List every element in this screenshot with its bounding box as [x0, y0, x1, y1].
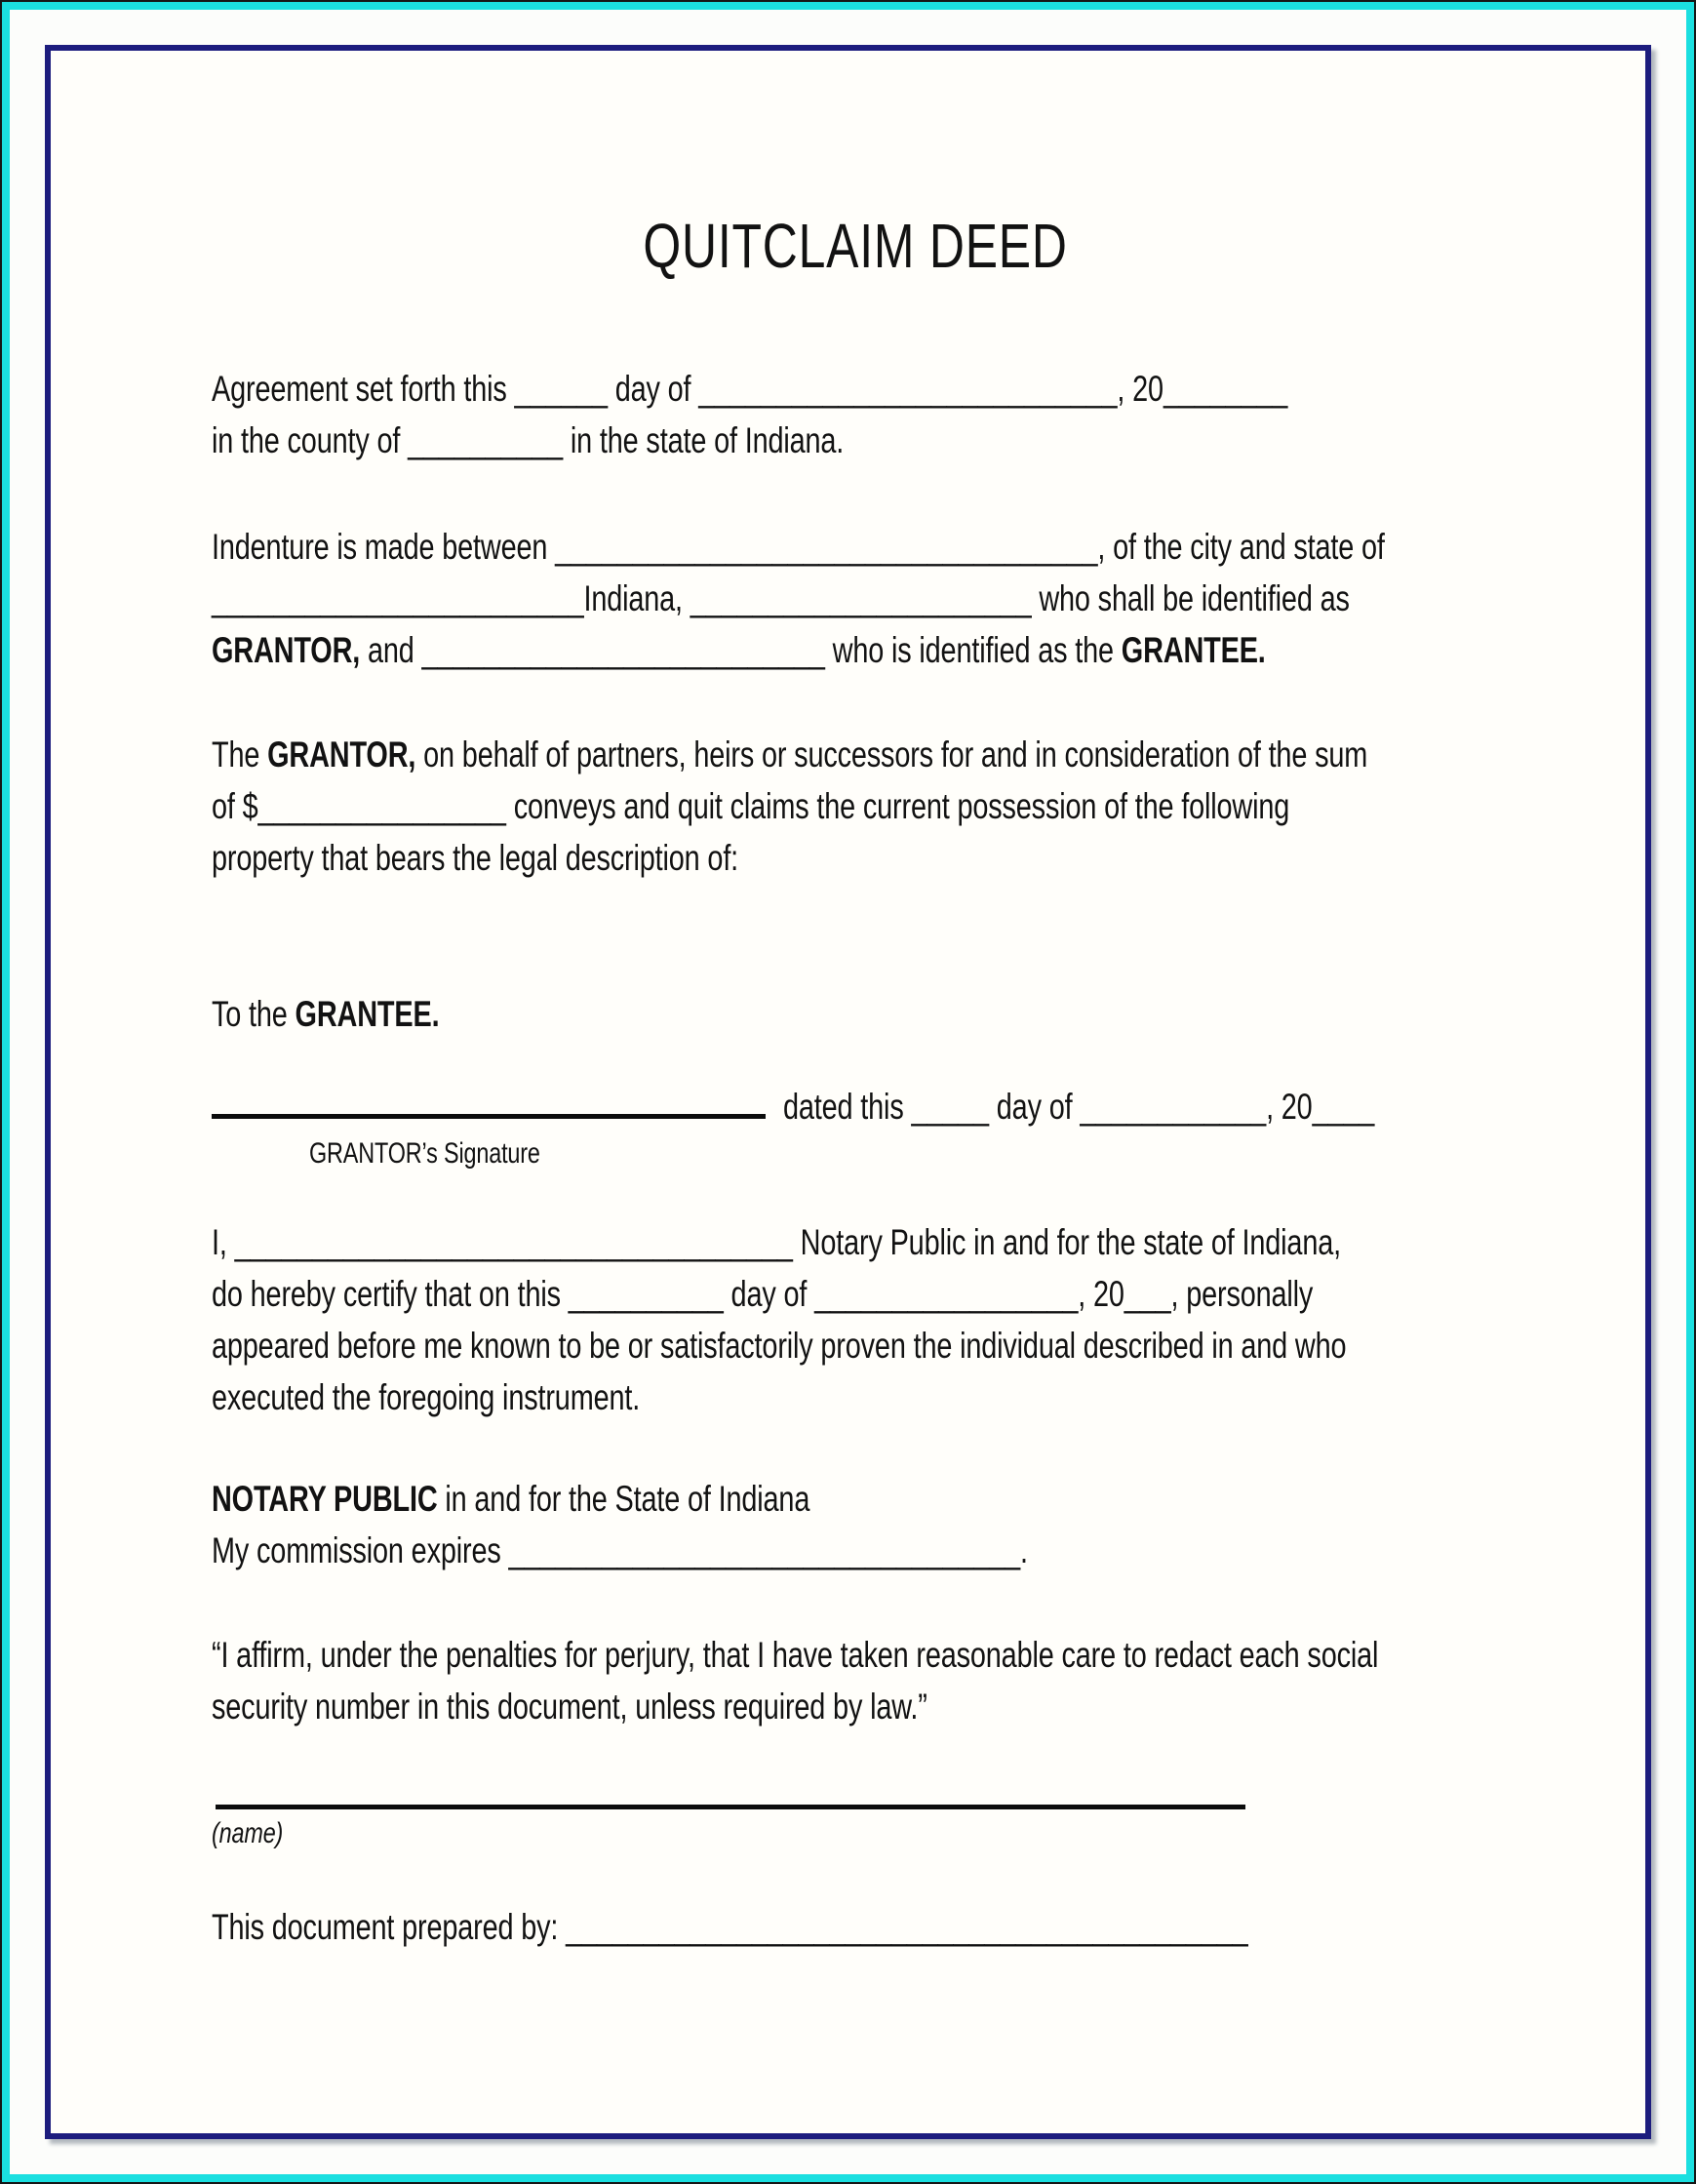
paragraph-notary-public — [212, 1473, 1499, 1576]
form-line-commission-expires: My commission expires _________________________________. — [212, 1530, 1028, 1570]
paragraph-grantee — [212, 988, 1499, 1040]
document-title: QUITCLAIM DEED — [643, 211, 1068, 281]
signature-caption: GRANTOR’s Signature — [309, 1137, 540, 1170]
title-row — [212, 207, 1499, 285]
form-line-indenture-2: ________________________Indiana, ______________________ who shall be identified as — [212, 578, 1350, 618]
form-line-affirmation-1: “I affirm, under the penalties for perjury, that I have taken reasonable care to redact each social — [212, 1635, 1379, 1675]
paragraph-indenture — [212, 521, 1499, 676]
form-line-to-grantee: To the GRANTEE. — [212, 994, 440, 1034]
name-line — [216, 1805, 1245, 1809]
form-line-consideration-3: property that bears the legal description of: — [212, 838, 739, 878]
form-line-consideration-2: of $________________ conveys and quit claims the current possession of the following — [212, 786, 1290, 826]
form-line-notary-1: I, ____________________________________ Notary Public in and for the state of Indiana, — [212, 1222, 1341, 1262]
paragraph-affirmation — [212, 1629, 1499, 1732]
form-line-affirmation-2: security number in this document, unless required by law.” — [212, 1687, 927, 1727]
form-line-indenture-1: Indenture is made between ___________________________________, of the city and state of — [212, 527, 1385, 567]
form-line-notary-public: NOTARY PUBLIC in and for the State of Indiana — [212, 1479, 810, 1519]
paragraph-agreement — [212, 363, 1499, 466]
form-line-notary-4: executed the foregoing instrument. — [212, 1377, 641, 1417]
form-line-notary-3: appeared before me known to be or satisfactorily proven the individual described in and who — [212, 1326, 1347, 1366]
name-caption: (name) — [212, 1817, 284, 1849]
signature-line — [212, 1114, 766, 1119]
form-line-indenture-3: GRANTOR, and __________________________ who is identified as the GRANTEE. — [212, 630, 1266, 670]
dated-text: dated this _____ day of ____________, 20____ — [783, 1087, 1375, 1127]
navy-border — [45, 45, 1651, 2139]
prepared-by-line: This document prepared by: ____________________________________________ — [212, 1907, 1248, 1947]
cyan-border — [2, 2, 1694, 2182]
paragraph-notary-certification — [212, 1216, 1499, 1423]
form-line-consideration-1: The GRANTOR, on behalf of partners, heirs or successors for and in consideration of the sum — [212, 735, 1368, 774]
form-line-notary-2: do hereby certify that on this __________ day of _________________, 20___, personally — [212, 1274, 1314, 1314]
form-line-agreement-2: in the county of __________ in the state of Indiana. — [212, 420, 845, 460]
form-line-agreement-1: Agreement set forth this ______ day of ___________________________, 20________ — [212, 369, 1288, 409]
document-page — [51, 51, 1645, 1953]
paragraph-consideration — [212, 729, 1499, 884]
grantor-signature-row — [212, 1081, 1499, 1132]
